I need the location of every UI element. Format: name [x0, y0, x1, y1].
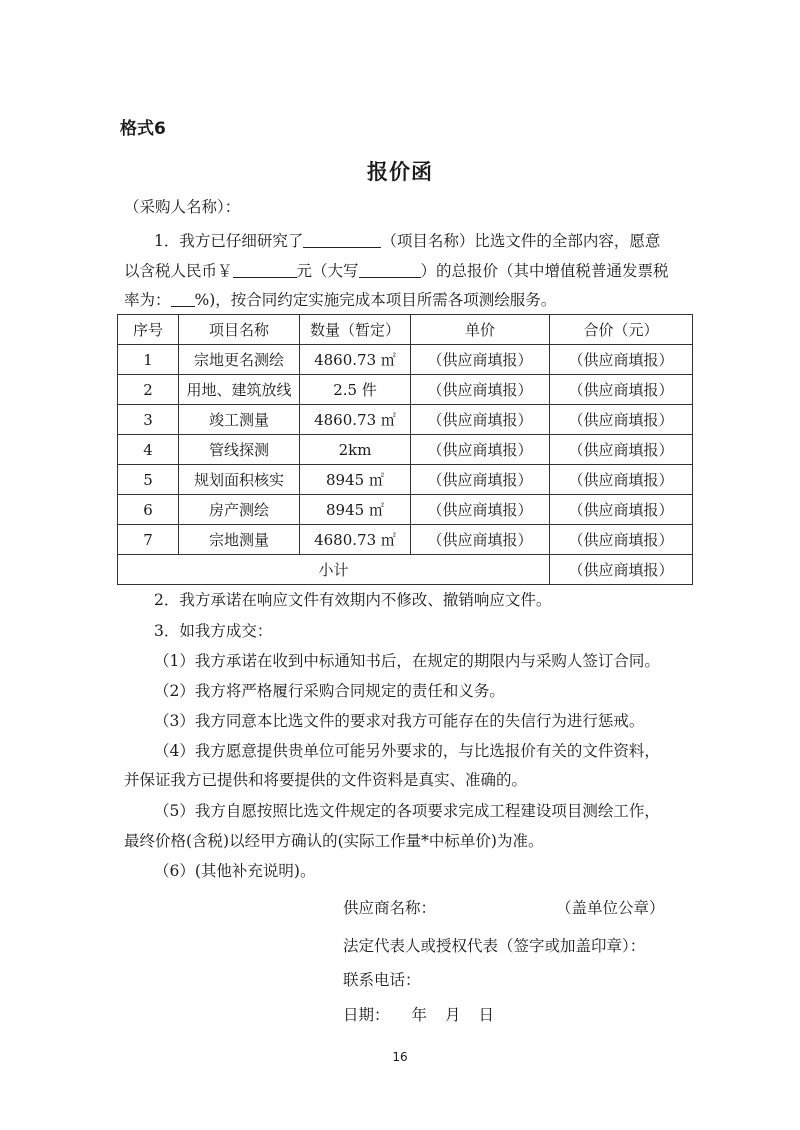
table-row — [118, 525, 693, 555]
date-day: 日 — [478, 1006, 495, 1024]
supplier-seal-note: （盖单位公章） — [556, 899, 665, 917]
intro-line-1 — [124, 226, 720, 256]
intro-line2-suffix: ）的总报价（其中增值税普通发票税 — [420, 262, 669, 280]
row-item-name: 竣工测量 — [179, 405, 300, 435]
intro-line2-mid: 元（大写 — [296, 262, 359, 280]
row-item-name: 管线探测 — [179, 435, 300, 465]
legal-rep-line: 法定代表人或授权代表（签字或加盖印章）： — [343, 937, 646, 955]
row-unit-price[interactable]: （供应商填报） — [411, 345, 550, 375]
table-row — [118, 435, 693, 465]
row-no: 2 — [118, 375, 179, 405]
table-row — [118, 345, 693, 375]
subtotal-label: 小计 — [118, 555, 550, 585]
row-no: 7 — [118, 525, 179, 555]
intro-line1-suffix: （项目名称）比选文件的全部内容，愿意 — [381, 232, 661, 250]
row-quantity: 2.5 件 — [300, 375, 411, 405]
row-total-price[interactable]: （供应商填报） — [550, 495, 693, 525]
clause-3-4-line-2: 并保证我方已提供和将要提供的文件资料是真实、准确的。 — [124, 771, 528, 789]
row-unit-price[interactable]: （供应商填报） — [411, 405, 550, 435]
header-item-name: 项目名称 — [179, 315, 300, 345]
subtotal-row — [118, 555, 693, 585]
salutation: （采购人名称）： — [124, 198, 241, 216]
clause-3-5-line-1: （5）我方自愿按照比选文件规定的各项要求完成工程建设项目测绘工作， — [154, 802, 660, 820]
date-year: 年 — [411, 1006, 428, 1024]
row-item-name: 用地、建筑放线 — [179, 375, 300, 405]
date-month: 月 — [445, 1006, 461, 1024]
clause-3-5-line-2: 最终价格(含税)以经甲方确认的(实际工作量*中标单价)为准。 — [124, 832, 544, 850]
clause-3-4-line-1: （4）我方愿意提供贵单位可能另外要求的，与比选报价有关的文件资料， — [154, 742, 660, 760]
row-item-name: 宗地测量 — [179, 525, 300, 555]
row-quantity: 4860.73 ㎡ — [300, 405, 411, 435]
intro-line-3 — [124, 285, 690, 315]
row-quantity: 4860.73 ㎡ — [300, 345, 411, 375]
row-unit-price[interactable]: （供应商填报） — [411, 525, 550, 555]
table-row — [118, 495, 693, 525]
table-row — [118, 375, 693, 405]
subtotal-value[interactable]: （供应商填报） — [550, 555, 693, 585]
clause-3-6: （6）(其他补充说明)。 — [154, 862, 316, 880]
row-unit-price[interactable]: （供应商填报） — [411, 435, 550, 465]
row-total-price[interactable]: （供应商填报） — [550, 435, 693, 465]
amount-uppercase-blank[interactable] — [359, 259, 421, 278]
row-total-price[interactable]: （供应商填报） — [550, 375, 693, 405]
row-item-name: 房产测绘 — [179, 495, 300, 525]
row-quantity: 4680.73 ㎡ — [300, 525, 411, 555]
supplier-name-line — [343, 890, 703, 926]
intro-line3-suffix: %)，按合同约定实施完成本项目所需各项测绘服务。 — [194, 291, 557, 309]
intro-line2-prefix: 以含税人民币￥ — [124, 262, 233, 280]
row-total-price[interactable]: （供应商填报） — [550, 465, 693, 495]
row-total-price[interactable]: （供应商填报） — [550, 525, 693, 555]
tax-rate-blank[interactable] — [171, 288, 195, 307]
row-item-name: 规划面积核实 — [179, 465, 300, 495]
clause-3-1: （1）我方承诺在收到中标通知书后，在规定的期限内与采购人签订合同。 — [154, 652, 660, 670]
row-quantity: 2km — [300, 435, 411, 465]
row-quantity: 8945 ㎡ — [300, 495, 411, 525]
quote-table — [117, 314, 693, 585]
header-unit-price: 单价 — [411, 315, 550, 345]
date-label: 日期： — [343, 1006, 390, 1024]
row-no: 6 — [118, 495, 179, 525]
table-header-row — [118, 315, 693, 345]
page-number: 16 — [392, 1050, 408, 1064]
row-item-name: 宗地更名测绘 — [179, 345, 300, 375]
intro-line-2 — [124, 256, 690, 286]
row-unit-price[interactable]: （供应商填报） — [411, 465, 550, 495]
header-total-price: 合价（元） — [550, 315, 693, 345]
clause-3: 3．如我方成交： — [154, 622, 273, 640]
header-no: 序号 — [118, 315, 179, 345]
supplier-name-label: 供应商名称： — [343, 899, 437, 917]
row-unit-price[interactable]: （供应商填报） — [411, 495, 550, 525]
clause-3-2: （2）我方将严格履行采购合同规定的责任和义务。 — [154, 682, 505, 700]
date-line — [343, 997, 703, 1033]
format-label: 格式6 — [120, 119, 166, 139]
header-quantity: 数量（暂定） — [300, 315, 411, 345]
amount-blank[interactable] — [233, 259, 297, 278]
row-total-price[interactable]: （供应商填报） — [550, 405, 693, 435]
row-quantity: 8945 ㎡ — [300, 465, 411, 495]
row-no: 5 — [118, 465, 179, 495]
row-total-price[interactable]: （供应商填报） — [550, 345, 693, 375]
table-row — [118, 465, 693, 495]
intro-line3-prefix: 率为： — [124, 291, 171, 309]
row-unit-price[interactable]: （供应商填报） — [411, 375, 550, 405]
contact-phone-line: 联系电话： — [343, 971, 421, 989]
row-no: 3 — [118, 405, 179, 435]
clause-2: 2．我方承诺在响应文件有效期内不修改、撤销响应文件。 — [154, 591, 552, 609]
project-name-blank[interactable] — [303, 229, 381, 248]
page-title: 报价函 — [367, 160, 433, 184]
table-row — [118, 405, 693, 435]
row-no: 4 — [118, 435, 179, 465]
row-no: 1 — [118, 345, 179, 375]
clause-3-3: （3）我方同意本比选文件的要求对我方可能存在的失信行为进行惩戒。 — [154, 712, 645, 730]
intro-line1-prefix: 1．我方已仔细研究了 — [154, 232, 304, 250]
